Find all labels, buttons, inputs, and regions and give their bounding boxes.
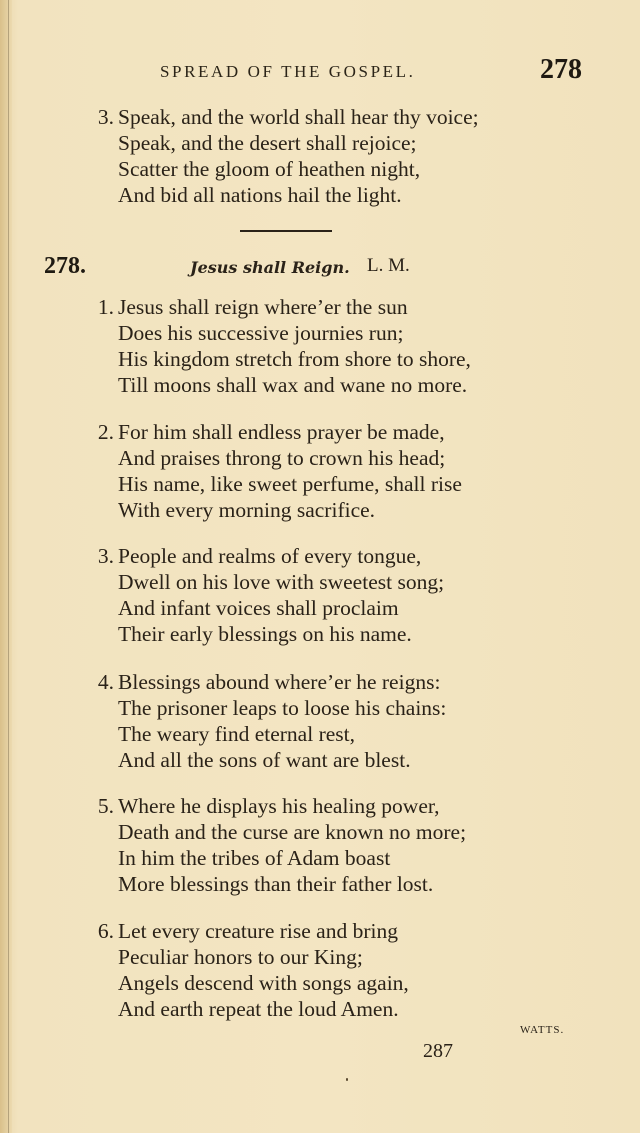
page-number: 287	[423, 1040, 453, 1062]
paper-speck	[346, 1078, 348, 1081]
stanza-line: The prisoner leaps to loose his chains:	[118, 696, 447, 720]
stanza-line: And earth repeat the loud Amen.	[118, 997, 399, 1021]
stanza-number: 2.	[97, 420, 114, 444]
stanza-lines	[118, 793, 466, 897]
stanza-number: 5.	[97, 794, 114, 818]
page-binding-edge	[0, 0, 12, 1133]
stanza-line: And all the sons of want are blest.	[118, 748, 411, 772]
stanza-line: Speak, and the world shall hear thy voice;	[118, 105, 479, 129]
stanza-line: And infant voices shall proclaim	[118, 596, 399, 620]
stanza-line: Where he displays his healing power,	[118, 794, 440, 818]
stanza-number: 4.	[97, 670, 114, 694]
hymn-number: 278.	[44, 253, 86, 279]
stanza-line: Death and the curse are known no more;	[118, 820, 467, 844]
stanza-lines	[118, 918, 409, 1022]
stanza-line: In him the tribes of Adam boast	[118, 846, 391, 870]
stanza-line: Blessings abound where’er he reigns:	[118, 670, 441, 694]
stanza-lines	[118, 543, 444, 647]
stanza-line: Does his successive journies run;	[118, 321, 404, 345]
stanza-line: Scatter the gloom of heathen night,	[118, 157, 421, 181]
stanza-line: Jesus shall reign where’er the sun	[118, 295, 408, 319]
stanza-line: His kingdom stretch from shore to shore,	[118, 347, 471, 371]
hymn-author: WATTS.	[520, 1024, 565, 1036]
stanza-number: 3.	[97, 105, 114, 129]
stanza-lines	[118, 294, 471, 398]
stanza-number: 3.	[97, 544, 114, 568]
stanza-line: For him shall endless prayer be made,	[118, 420, 445, 444]
stanza-number: 6.	[97, 919, 114, 943]
stanza-lines	[118, 419, 462, 523]
stanza-line: And praises throng to crown his head;	[118, 446, 446, 470]
hymn-title: Jesus shall Reign.	[190, 258, 350, 277]
stanza-line: Let every creature rise and bring	[118, 919, 398, 943]
stanza-line: His name, like sweet perfume, shall rise	[118, 472, 462, 496]
stanza-line: Angels descend with songs again,	[118, 971, 409, 995]
stanza-line: Their early blessings on his name.	[118, 622, 412, 646]
binding-rule	[8, 0, 9, 1133]
section-divider	[240, 230, 332, 232]
hymn-meter: L. M.	[367, 255, 410, 276]
stanza-line: More blessings than their father lost.	[118, 872, 434, 896]
stanza-line: Dwell on his love with sweetest song;	[118, 570, 445, 594]
running-header-hymn-number: 278	[540, 54, 582, 85]
stanza-line: And bid all nations hail the light.	[118, 183, 402, 207]
stanza-lines	[118, 104, 479, 208]
stanza-number: 1.	[97, 295, 114, 319]
stanza-line: With every morning sacrifice.	[118, 498, 376, 522]
stanza-line: Till moons shall wax and wane no more.	[118, 373, 468, 397]
running-header-title: SPREAD OF THE GOSPEL.	[160, 62, 416, 81]
stanza-line: Peculiar honors to our King;	[118, 945, 363, 969]
stanza-line: Speak, and the desert shall rejoice;	[118, 131, 417, 155]
stanza-line: People and realms of every tongue,	[118, 544, 422, 568]
stanza-line: The weary find eternal rest,	[118, 722, 355, 746]
stanza-lines	[118, 669, 446, 773]
